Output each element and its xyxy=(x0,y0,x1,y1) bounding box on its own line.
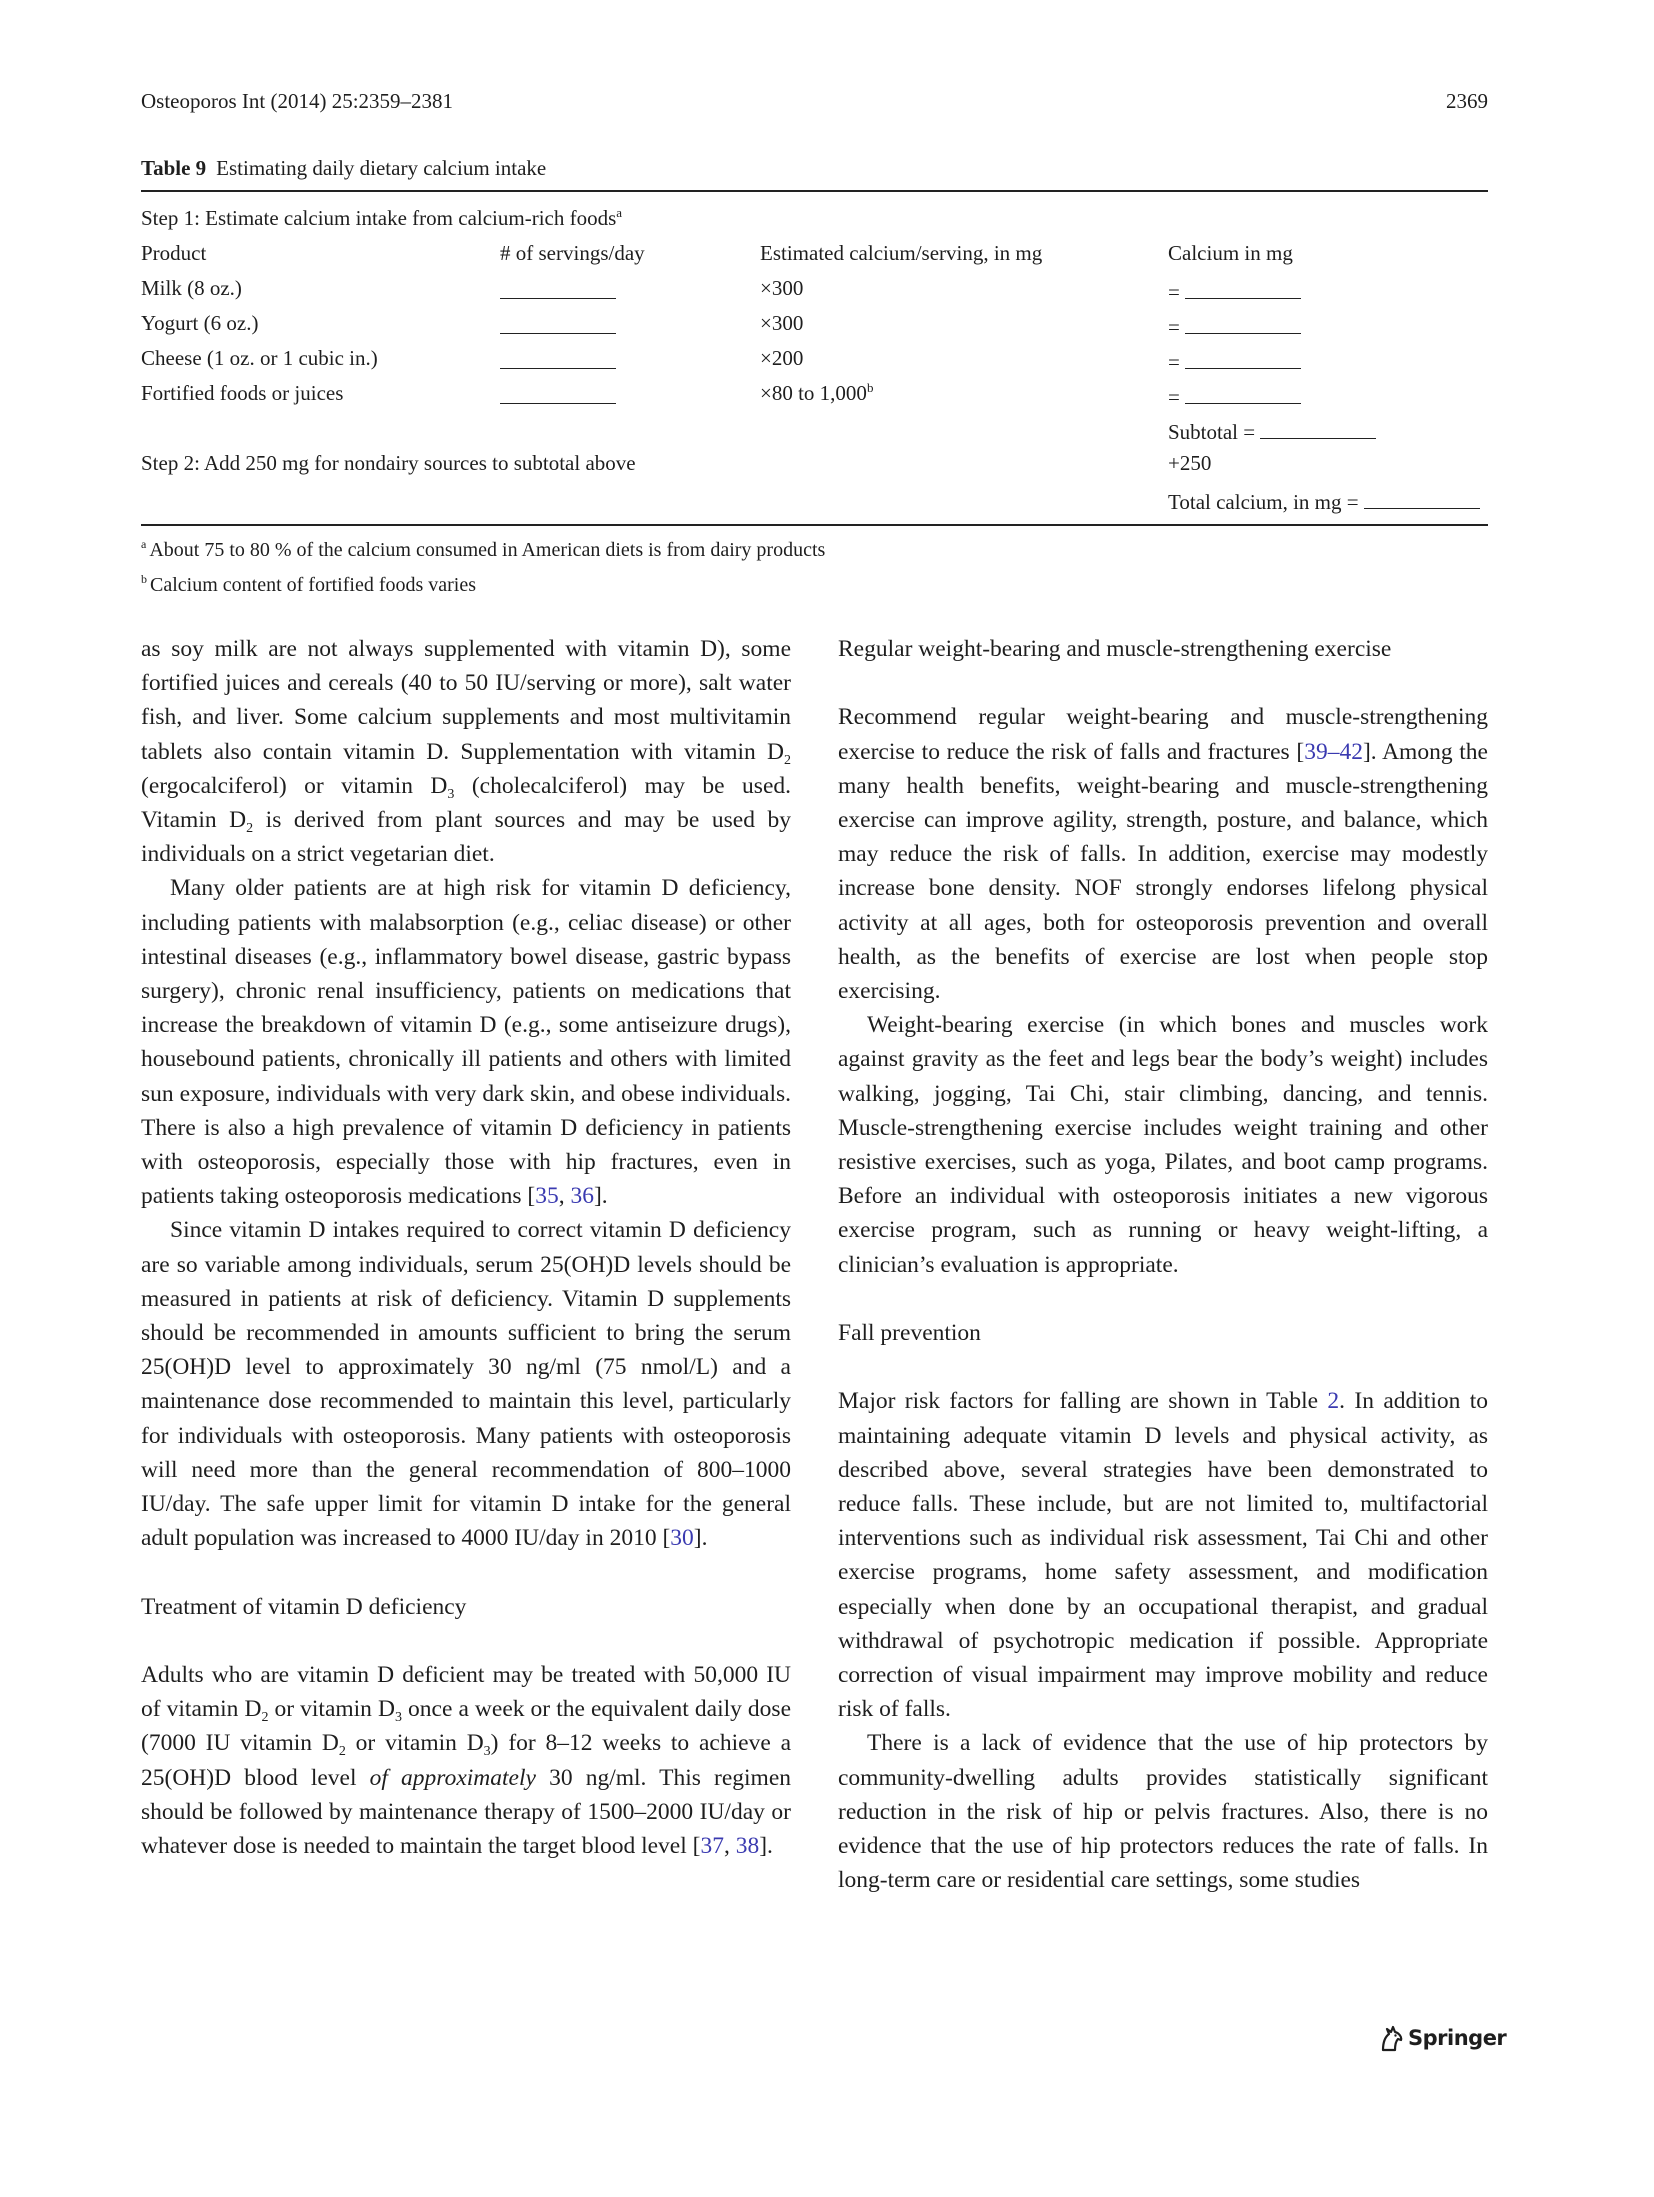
citation-link[interactable]: 38 xyxy=(735,1833,760,1860)
table-row-estimate: ×200 xyxy=(760,346,804,370)
table-row-product: Yogurt (6 oz.) xyxy=(141,311,259,335)
body-paragraph: Since vitamin D intakes required to correct vitamin D deficiency are so variable among individuals, serum 25(OH)D levels should be measured in patients at risk of deficiency. Vitamin D supplements should be recommended in amounts sufficient to bring the serum 25(OH)D level to approximately 30 ng/ml (75 nmol/L) and a maintenance dose recommended to maintain this level, particularly for individuals with osteoporosis. Many patients with osteoporosis will need more than the general recommendation of 800–1000 IU/day. The safe upper limit for vitamin D intake for the general adult population was increased to 4000 IU/day in 2010 [30]. xyxy=(141,1217,791,1552)
left-column xyxy=(141,632,791,1863)
body-paragraph: Adults who are vitamin D deficient may be treated with 50,000 IU of vitamin $D_2$ or vitamin $D_3$ once a week or the equivalent daily dose (7000 IU vitamin $D_2$ or vitamin $D_3$) for 8–12 weeks to achieve a 25(OH)D blood level of approximately 30 ng/ml. This regimen should be followed by maintenance therapy of 1500–2000 IU/day or whatever dose is needed to maintain the target blood level [37, 38]. xyxy=(141,1662,792,1860)
body-paragraph: Weight-bearing exercise (in which bones and muscles work against gravity as the feet and legs bear the body’s weight) includes walking, jogging, Tai Chi, stair climbing, dancing, and tennis. Muscle-strengthening exercise includes weight training and other resistive exercises, such as yoga, Pilates, and boot camp programs. Before an individual with osteoporosis initiates a new vigorous exercise program, such as running or heavy weight-lifting, a clinician’s evaluation is appropriate. xyxy=(838,1012,1488,1278)
table-add-250: +250 xyxy=(1168,451,1212,475)
body-paragraph: Major risk factors for falling are shown in Table 2. In addition to maintaining adequate vitamin D levels and physical activity, as described above, several strategies have been demonstrated to reduce falls. These include, but are not limited to, multifactorial interventions such as individual risk assessment, Tai Chi and other exercise programs, home safety assessment, and modification especially when done by an occupational therapist, and gradual withdrawal of psychotropic medication if possible. Appropriate correction of visual impairment may improve mobility and reduce risk of falls. xyxy=(838,1388,1488,1723)
table-row-product: Cheese (1 oz. or 1 cubic in.) xyxy=(141,346,378,370)
body-paragraph: Many older patients are at high risk for vitamin D deficiency, including patients with malabsorption (e.g., celiac disease) or other intestinal diseases (e.g., inflammatory bowel disease, gastric bypass surgery), chronic renal insufficiency, patients on medications that increase the breakdown of vitamin D (e.g., some antiseizure drugs), housebound patients, chronically ill patients and others with limited sun exposure, individuals with very dark skin, and obese individuals. There is also a high prevalence of vitamin D deficiency in patients with osteoporosis, especially those with hip fractures, even in patients taking osteoporosis medications [35, 36]. xyxy=(141,875,791,1210)
table-total: Total calcium, in mg = xyxy=(1168,486,1480,515)
table-header-product: Product xyxy=(141,241,207,265)
section-heading: Treatment of vitamin D deficiency xyxy=(141,1593,467,1620)
table-row-estimate: ×300 xyxy=(760,311,804,335)
citation-link[interactable]: 39–42 xyxy=(1304,738,1363,765)
citation-link[interactable]: 37 xyxy=(700,1833,724,1860)
table-row-product: Fortified foods or juices xyxy=(141,381,344,405)
table-footnote-a: $^a$ About 75 to 80 % of the calcium consumed in American diets is from dairy products xyxy=(141,537,826,561)
servings-blank xyxy=(500,381,616,410)
section-heading: Fall prevention xyxy=(838,1320,981,1347)
publisher-logo xyxy=(1378,2018,1506,2058)
publisher-name: Springer xyxy=(1408,2026,1507,2050)
table-header-servings: # of servings/day xyxy=(500,241,645,265)
table-caption xyxy=(141,156,546,181)
body-paragraph: There is a lack of evidence that the use of hip protectors by community-dwelling adults provides statistically significant reduction in the risk of hip or pelvis fractures. Also, there is no evidence that the use of hip protectors reduces the rate of falls. In long-term care or residential care settings, some studies xyxy=(838,1730,1488,1894)
calcium-blank: = xyxy=(1168,311,1301,340)
table-link[interactable]: 2 xyxy=(1327,1388,1340,1415)
table-bottom-rule xyxy=(141,524,1488,526)
table-step2: Step 2: Add 250 mg for nondairy sources to subtotal above xyxy=(141,451,636,475)
running-head xyxy=(141,89,1488,123)
table-title: Estimating daily dietary calcium intake xyxy=(216,156,547,180)
page-number: 2369 xyxy=(1446,89,1488,113)
table-row-estimate: ×300 xyxy=(760,276,804,300)
table-top-rule xyxy=(141,190,1488,192)
calcium-blank: = xyxy=(1168,381,1301,410)
body-paragraph: as soy milk are not always supplemented with vitamin D), some fortified juices and cereals (40 to 50 IU/serving or more), salt water fish, and liver. Some calcium supplements and most multivitamin tablets also contain vitamin D. Supplementation with vitamin $D_2$ (ergocalciferol) or vitamin $D_3$ (cholecalciferol) may be used. Vitamin $D_2$ is derived from plant sources and may be used by individuals on a strict vegetarian diet. xyxy=(141,636,791,868)
table-row-product: Milk (8 oz.) xyxy=(141,276,242,300)
citation-link[interactable]: 36 xyxy=(570,1183,594,1210)
table-row-estimate: ×80 to 1,000$^b$ xyxy=(760,380,874,405)
calcium-blank: = xyxy=(1168,276,1301,305)
servings-blank xyxy=(500,346,616,375)
table-header-calcium: Calcium in mg xyxy=(1168,241,1293,265)
table-footnote-b: $^b$ Calcium content of fortified foods varies xyxy=(141,572,477,596)
table-step1: Step 1: Estimate calcium intake from calcium-rich foods$^a$ xyxy=(141,205,623,230)
citation-link[interactable]: 35 xyxy=(535,1183,559,1210)
section-heading: Regular weight-bearing and muscle-strengthening exercise xyxy=(838,636,1392,662)
journal-citation: Osteoporos Int (2014) 25:2359–2381 xyxy=(141,89,454,113)
table-header-estimate: Estimated calcium/serving, in mg xyxy=(760,241,1043,265)
calcium-blank: = xyxy=(1168,346,1301,375)
table-subtotal: Subtotal = xyxy=(1168,416,1376,445)
table-label: Table 9 xyxy=(141,156,207,180)
servings-blank xyxy=(500,276,616,305)
servings-blank xyxy=(500,311,616,340)
right-column xyxy=(838,632,1488,1897)
body-paragraph: Recommend regular weight-bearing and muscle-strengthening exercise to reduce the risk of falls and fractures [39–42]. Among the many health benefits, weight-bearing and muscle-strengthening exercise can improve agility, strength, posture, and balance, which may reduce the risk of falls. In addition, exercise may modestly increase bone density. NOF strongly endorses lifelong physical activity at all ages, both for osteoporosis prevention and overall health, as the benefits of exercise are lost when people stop exercising. xyxy=(838,704,1488,1005)
citation-link[interactable]: 30 xyxy=(670,1525,694,1552)
springer-horse-icon xyxy=(1378,2024,1404,2052)
